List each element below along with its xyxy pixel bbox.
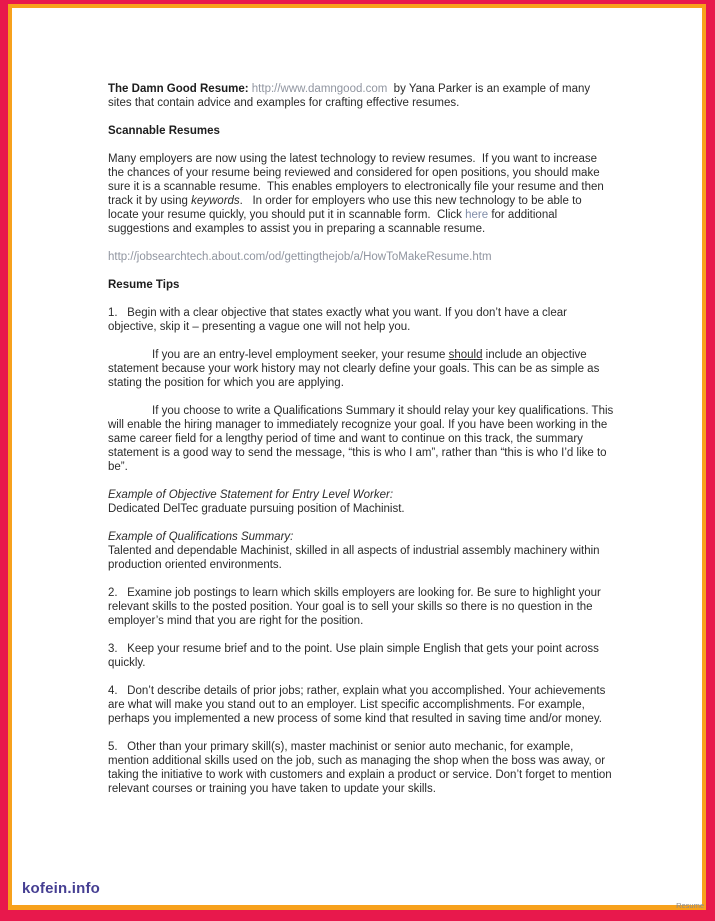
jobsearchtech-url-link[interactable]: http://jobsearchtech.about.com/od/gettingthejob/a/HowToMakeResume.htm [108,251,492,263]
keywords-emphasis: keywords [191,195,240,207]
example-summary-block [108,530,614,572]
scannable-paragraph [108,152,614,236]
intro-paragraph [108,82,614,110]
heading-scannable-resumes: Scannable Resumes [108,125,220,137]
scannable-text-3: for additional suggestions and examples to assist you in preparing a scannable resume. [108,209,561,235]
here-link[interactable]: here [465,209,489,221]
example-summary-text: Talented and dependable Machinist, skilled in all aspects of industrial assembly machinery within production oriented environments. [108,545,603,571]
intro-rest: by Yana Parker is an example of many sites that contain advice and examples for crafting effective resumes. [108,83,594,109]
resume-watermark-label: Resume [676,900,704,910]
should-underlined: should [448,349,483,361]
tip-3-paragraph: 3. Keep your resume brief and to the point. Use plain simple English that gets your point across quickly. [108,643,603,669]
example-objective-label: Example of Objective Statement for Entry Level Worker: [108,489,394,501]
entry-level-paragraph [108,348,614,390]
tip-5-paragraph: 5. Other than your primary skill(s), master machinist or senior auto mechanic, for example, mention additional skills used on the job, such as managing the shop when the boss was away, or taking the initiative to work with customers and explain a product or service. Don’t forget to mention relevant courses or training you have taken to update your skills. [108,741,615,795]
entry-text-1: If you are an entry-level employment seeker, your resume [152,349,449,361]
scannable-text-1: Many employers are now using the latest technology to review resumes. If you want to increase the chances of your resume being reviewed and considered for open positions, you should make sure it is a scannable resume. This enables employers to electronically file your resume and then track it by using [108,153,608,207]
tip-1-paragraph: 1. Begin with a clear objective that states exactly what you want. If you don’t have a clear objective, skip it – presenting a vague one will not help you. [108,307,571,333]
qualifications-summary-paragraph: If you choose to write a Qualifications Summary it should relay your key qualifications. This will enable the hiring manager to immediately recognize your goal. If you have been working in the same career field for a lengthy period of time and want to continue on this track, the summary statement is a good way to send the message, “this is who I am”, rather than “this is who I’d like to be”. [108,405,617,473]
damngood-url-link[interactable]: http://www.damngood.com [251,83,388,95]
entry-text-2: include an objective statement because your work history may not clearly define your goals. This can be as simple as stating the position for which you are applying. [108,349,603,389]
example-objective-text: Dedicated DelTec graduate pursuing position of Machinist. [108,503,405,515]
heading-resume-tips: Resume Tips [108,279,180,291]
document-content [108,82,617,810]
example-objective-block [108,488,614,516]
tip-4-paragraph: 4. Don’t describe details of prior jobs; rather, explain what you accomplished. Your achievements are what will make you stand out to an employer. List specific accomplishments. For example, perhaps you implemented a new process of some kind that resulted in saving time and/or money. [108,685,609,725]
example-summary-label: Example of Qualifications Summary: [108,531,294,543]
intro-title: The Damn Good Resume: [108,83,249,95]
tip-2-paragraph: 2. Examine job postings to learn which skills employers are looking for. Be sure to highlight your relevant skills to the posted position. Your goal is to sell your skills so there is no question in the employer’s mind that you are right for the position. [108,587,605,627]
kofein-info-brand-link[interactable]: kofein.info [22,880,101,897]
resource-url-line [108,250,614,264]
page-inner-border [8,4,706,910]
scannable-text-2: . In order for employers who use this new technology to be able to locate your resume quickly, you should put it in scannable form. Click [108,195,585,221]
